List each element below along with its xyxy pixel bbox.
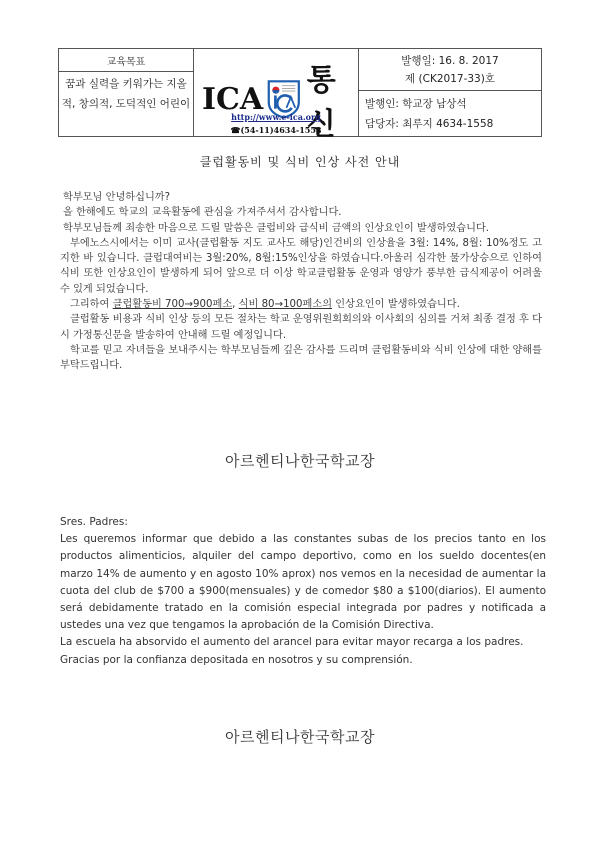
spanish-paragraph: La escuela ha absorvido el aumento del arancel para evitar mayor recarga a los padres. [60, 636, 524, 649]
increase-separator: , [232, 299, 239, 311]
increase-prefix: 그리하여 [70, 299, 113, 311]
document-title: 클럽활동비 및 식비 인상 사전 안내 [199, 155, 401, 169]
korean-paragraph: 클럽활동 비용과 식비 인상 등의 모든 절차는 학교 운영위원회회의와 이사회의 심의를 거쳐 최종 결정 후 다시 가정통신문을 발송하여 안내해 드릴 예정입니다. [60, 314, 542, 341]
brand-name-latin: ICA [202, 81, 264, 117]
issue-info [359, 49, 541, 91]
issue-number: 제 (CK2017-33)호 [405, 73, 495, 85]
newsletter-header [58, 48, 542, 142]
publisher-line: 발행인: 학교장 남상석 [365, 98, 467, 110]
education-goal-title: 교육목표 [59, 49, 193, 72]
contact-line: 담당자: 최루지 4634-1558 [365, 118, 494, 130]
phone-number: ☎(54-11)4634-1558 [230, 125, 322, 135]
brand-box [194, 49, 359, 142]
spanish-letter-body [60, 514, 546, 669]
issue-info-box [359, 49, 541, 136]
spanish-signature: 아르헨티나한국학교장 [225, 728, 375, 746]
spanish-paragraph: Les queremos informar que debido a las constantes subas de los precios tanto en los productos alimenticios, alquiler del campo deportivo, como en los sueldo docentes(en marzo 14% de aumento y en agosto 10% aprox) nos vemos en la necesidad de aumentar la cuota del club de $700 a $900(mensuales) y de comedor $80 a $100(diarios). El aumento será debidamente tratado en la comisión especial integrada por padres y notificada a ustedes una vez que tengamos la aprobación de la Comisión Directiva. [60, 533, 546, 632]
education-goal-text: 꿈과 실력을 키워가는 지올적, 창의적, 도덕적인 어린이 [61, 78, 191, 110]
spanish-salutation: Sres. Padres: [60, 516, 128, 528]
korean-paragraph: 학부모님 안녕하십니까? [63, 192, 171, 203]
brand-name-korean: 통신 [306, 63, 336, 142]
club-fee-increase: 클럽활동비 700→900페소 [112, 299, 233, 311]
korean-paragraph: 부에노스시에서는 이미 교사(클럽활동 지도 교사도 해당)인건비의 인상율을 3월: 14%, 8월: 10%정도 고지한 바 있습니다. 클럽대여비는 3월:20%, 8월:15%인상을 하였습니다.아울러 심각한 물가상승으로 인하여 식비 또한 인상요인이 발생하게 되어 앞으로 더 이상 학교클럽활동 운영과 영양가 풍부한 급식제공이 어려울 수 있게 되었습니다. [60, 237, 542, 295]
korean-letter-body [60, 190, 542, 374]
website-link[interactable]: http://www.e-ica.org [231, 112, 321, 122]
korean-signature: 아르헨티나한국학교장 [225, 452, 375, 470]
spanish-paragraph: Gracias por la confianza depositada en nosotros y su comprensión. [60, 653, 413, 666]
korean-paragraph-increase [60, 297, 542, 312]
publisher-info [359, 91, 541, 136]
issue-date: 발행일: 16. 8. 2017 [401, 55, 499, 67]
meal-fee-increase: 식비 80→100페소의 [238, 299, 333, 311]
korean-paragraph: 학교를 믿고 자녀들을 보내주시는 학부모님들께 깊은 감사를 드리며 클럽활동비와 식비 인상에 대한 양해를 부탁드립니다. [60, 344, 542, 372]
education-goal-box [59, 49, 194, 136]
korean-paragraph: 올 한해에도 학교의 교육활동에 관심을 가져주셔서 감사합니다. [63, 207, 342, 219]
korean-paragraph: 학부모님들께 죄송한 마음으로 드릴 말씀은 클럽비와 급식비 금액의 인상요인이 발생하였습니다. [63, 222, 490, 234]
increase-suffix: 인상요인이 발생하였습니다. [332, 299, 460, 311]
